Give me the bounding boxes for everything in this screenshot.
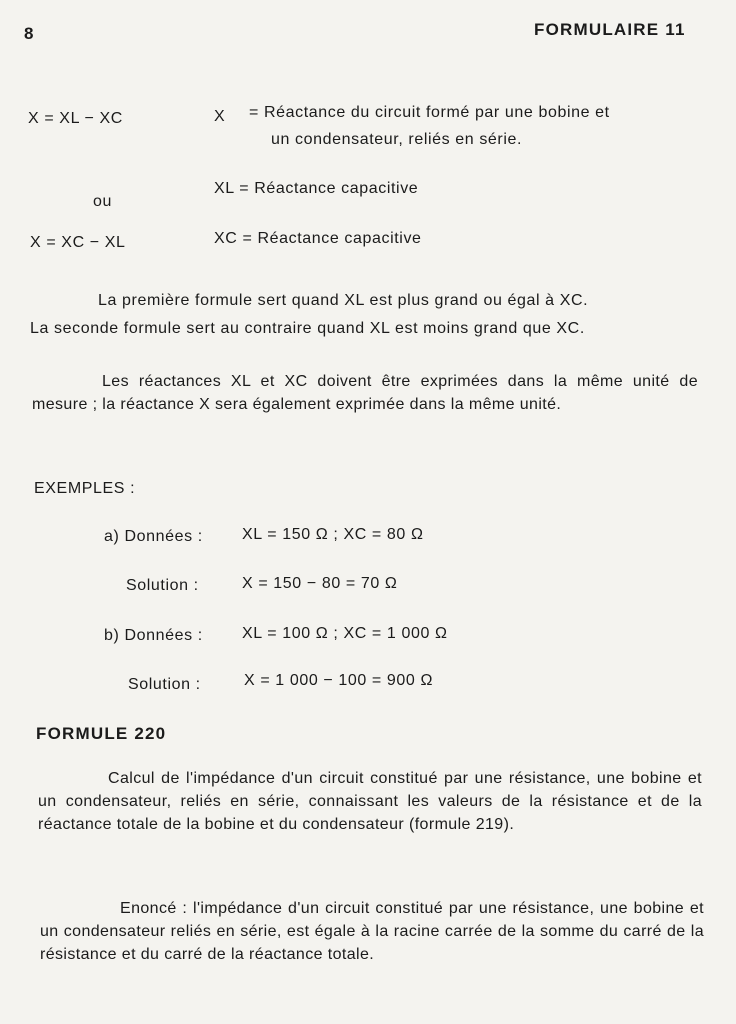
definition-x-symbol: X bbox=[214, 108, 226, 125]
example-a-solution-label: Solution : bbox=[126, 577, 199, 594]
units-paragraph bbox=[32, 370, 698, 416]
formule-220-enonce bbox=[40, 897, 704, 966]
example-a-label: a) Données : bbox=[104, 528, 203, 545]
page-number: 8 bbox=[24, 24, 35, 43]
formule-220-description bbox=[38, 767, 702, 836]
example-b-solution: X = 1 000 − 100 = 900 Ω bbox=[244, 672, 434, 689]
definition-xc: XC = Réactance capacitive bbox=[214, 230, 422, 247]
or-label: ou bbox=[93, 193, 112, 210]
example-a-values: XL = 150 Ω ; XC = 80 Ω bbox=[242, 526, 424, 543]
example-b-values: XL = 100 Ω ; XC = 1 000 Ω bbox=[242, 625, 448, 642]
formula-x-xc-minus-xl: X = XC − XL bbox=[30, 234, 126, 251]
example-b-label: b) Données : bbox=[104, 627, 203, 644]
definition-x-line2: un condensateur, reliés en série. bbox=[271, 131, 523, 148]
formule-220-description-text: Calcul de l'impédance d'un circuit constitué par une résistance, une bobine et un condensateur, reliés en série, connaissant les valeurs de la résistance et de la réactance totale de la bobine et du condensateur (formule 219). bbox=[38, 770, 702, 833]
units-paragraph-text: Les réactances XL et XC doivent être exprimées dans la même unité de mesure ; la réactance X sera également exprimée dans la même unité. bbox=[32, 373, 698, 413]
example-b-solution-label: Solution : bbox=[128, 676, 201, 693]
example-a-solution: X = 150 − 80 = 70 Ω bbox=[242, 575, 398, 592]
usage-sentence-1: La première formule sert quand XL est plus grand ou égal à XC. bbox=[98, 292, 589, 309]
usage-sentence-2: La seconde formule sert au contraire quand XL est moins grand que XC. bbox=[30, 320, 585, 337]
formula-x-xl-minus-xc: X = XL − XC bbox=[28, 110, 123, 127]
examples-heading: EXEMPLES : bbox=[34, 480, 136, 497]
running-title: FORMULAIRE 11 bbox=[534, 20, 686, 39]
definition-xl: XL = Réactance capacitive bbox=[214, 180, 419, 197]
definition-x-line1: = Réactance du circuit formé par une bobine et bbox=[249, 104, 610, 121]
formule-220-enonce-text: Enoncé : l'impédance d'un circuit constitué par une résistance, une bobine et un condensateur reliés en série, est égale à la racine carrée de la somme du carré de la résistance et du carré de la réactance totale. bbox=[40, 900, 704, 963]
formule-220-heading: FORMULE 220 bbox=[36, 724, 167, 743]
